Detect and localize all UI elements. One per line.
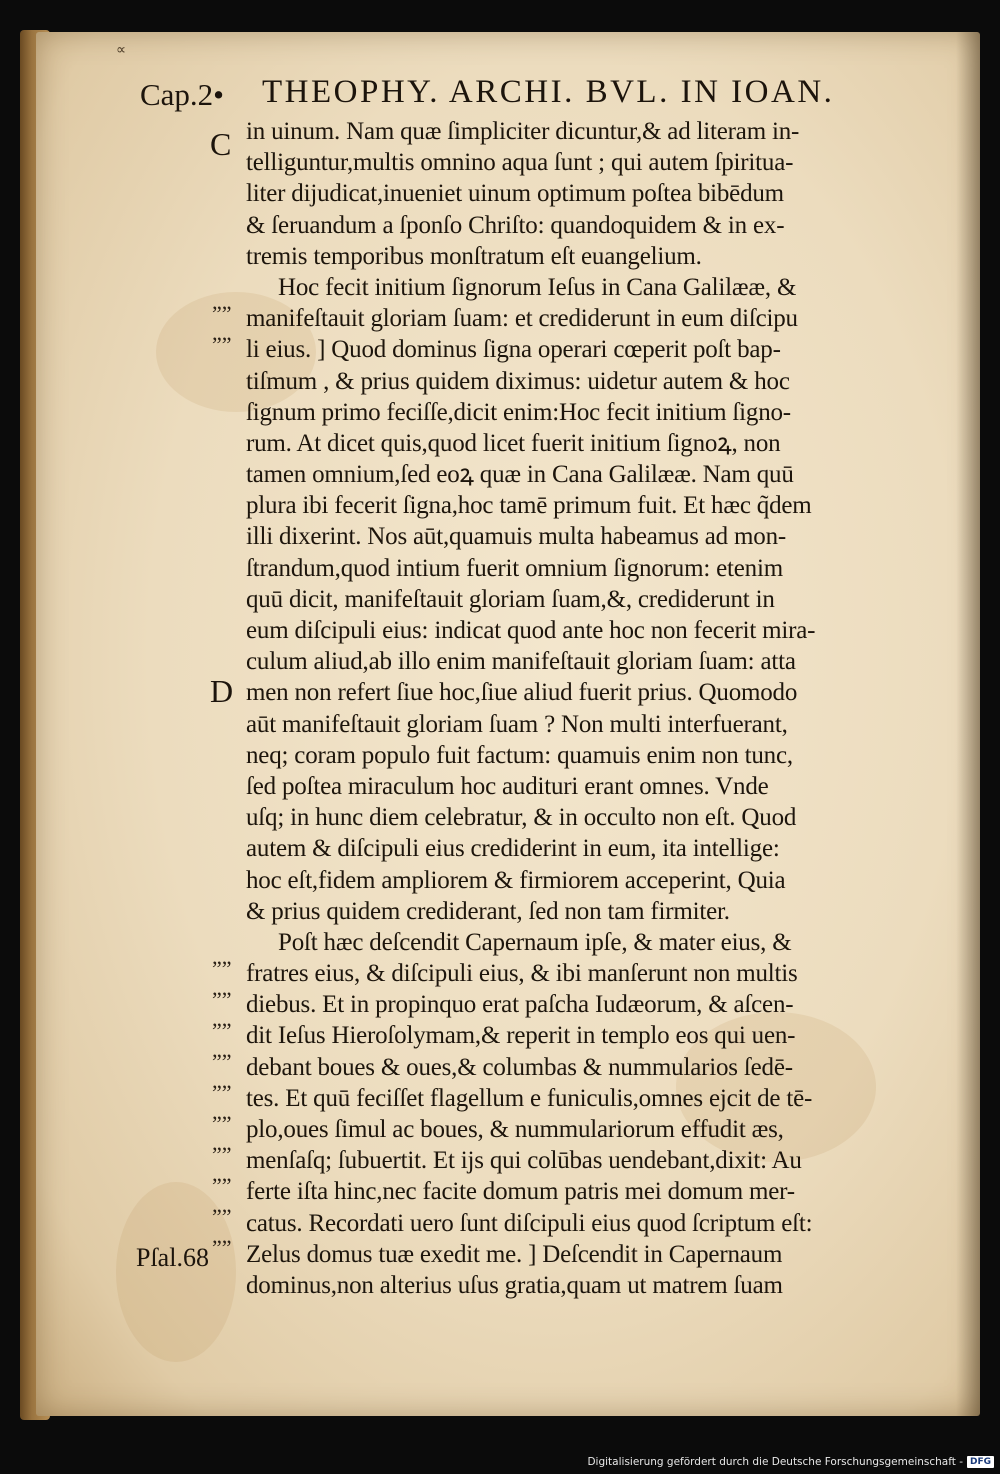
quote-mark: „„ bbox=[212, 1006, 232, 1031]
quote-mark: „„ bbox=[212, 289, 232, 314]
running-title: THEOPHY. ARCHI. BVL. IN IOAN. bbox=[262, 74, 835, 110]
corner-mark: ∝ bbox=[116, 42, 127, 58]
text-line: men non refert ſiue hoc,ſiue aliud fuerit prius. Quomodo bbox=[246, 679, 798, 707]
marginal-reference: Pſal.68 bbox=[136, 1243, 209, 1272]
text-line: plura ibi fecerit ſigna,hoc tamē primum fuit. Et hæc q̃dem bbox=[246, 492, 812, 520]
text-line: menſaſq; ſubuertit. Et ijs qui colūbas uendebant,dixit: Au bbox=[246, 1147, 802, 1175]
footer-text: Digitalisierung gefördert durch die Deutsche Forschungsgemeinschaft - bbox=[587, 1456, 963, 1468]
body-text bbox=[246, 116, 936, 1301]
text-line: ſignum primo feciſſe,dicit enim:Hoc fecit initium ſigno- bbox=[246, 398, 791, 426]
text-line: autem & diſcipuli eius crediderint in eum, ita intellige: bbox=[246, 835, 780, 863]
text-line: neq; coram populo fuit factum: quamuis enim non tunc, bbox=[246, 741, 793, 769]
text-line: Poſt hæc deſcendit Capernaum ipſe, & mater eius, & bbox=[278, 928, 792, 956]
text-line: ſed poſtea miraculum hoc audituri erant omnes. Vnde bbox=[246, 772, 769, 800]
text-line: diebus. Et in propinquo erat paſcha Iudæorum, & aſcen- bbox=[246, 991, 794, 1019]
text-line: in uinum. Nam quæ ſimpliciter dicuntur,& ad literam in- bbox=[246, 118, 800, 145]
text-line: tiſmum , & prius quidem diximus: uidetur autem & hoc bbox=[246, 367, 790, 395]
text-line: liter dijudicat,inueniet uinum optimum poſtea bibēdum bbox=[246, 180, 784, 208]
text-line: rum. At dicet quis,quod licet fuerit initium ſignoꝝ, non bbox=[246, 429, 781, 457]
text-line: plo,oues ſimul ac boues, & nummulariorum effudit æs, bbox=[246, 1116, 784, 1143]
text-line: li eius. ] Quod dominus ſigna operari cœperit poſt bap- bbox=[246, 336, 781, 364]
quote-mark: „„ bbox=[212, 1192, 232, 1217]
text-line: tes. Et quū feciſſet flagellum e funiculis,omnes ejcit de tē- bbox=[246, 1084, 813, 1112]
text-line: Zelus domus tuæ exedit me. ] Deſcendit in Capernaum bbox=[246, 1240, 783, 1268]
text-line: eum diſcipuli eius: indicat quod ante hoc non fecerit mira- bbox=[246, 617, 816, 644]
text-line: tremis temporibus monſtratum eſt euangelium. bbox=[246, 242, 702, 270]
funding-footer bbox=[587, 1456, 994, 1468]
quote-mark: „„ bbox=[212, 1068, 232, 1093]
text-line: dit Ieſus Hieroſolymam,& reperit in templo eos qui uen- bbox=[246, 1022, 796, 1050]
text-line: fratres eius, & diſcipuli eius, & ibi manſerunt non multis bbox=[246, 960, 798, 988]
margin-letter-d: D bbox=[210, 673, 234, 709]
text-line: & ſeruandum a ſponſo Chriſto: quandoquidem & in ex- bbox=[246, 211, 785, 239]
quote-mark: „„ bbox=[212, 1099, 232, 1124]
dfg-logo: DFG bbox=[967, 1456, 994, 1468]
text-line: aūt manifeſtauit gloriam ſuam ? Non multi interfuerant, bbox=[246, 710, 788, 738]
text-line: illi dixerint. Nos aūt,quamuis multa habeamus ad mon- bbox=[246, 523, 786, 551]
text-line: debant boues & oues,& columbas & nummularios ſedē- bbox=[246, 1053, 793, 1081]
quote-mark: „„ bbox=[212, 944, 232, 969]
text-line: ſtrandum,quod intium fuerit omnium ſignorum: etenim bbox=[246, 554, 783, 582]
spine-shadow bbox=[956, 32, 980, 1416]
text-line: telliguntur,multis omnino aqua ſunt ; qui autem ſpiritua- bbox=[246, 149, 794, 177]
text-line: uſq; in hunc diem celebratur, & in occulto non eſt. Quod bbox=[246, 804, 797, 832]
text-line: dominus,non alterius uſus gratia,quam ut matrem ſuam bbox=[246, 1271, 783, 1299]
quote-mark: „„ bbox=[212, 320, 232, 345]
text-line: tamen omnium,ſed eoꝝ quæ in Cana Galilææ. Nam quū bbox=[246, 461, 794, 489]
text-line: & prius quidem crediderant, ſed non tam firmiter. bbox=[246, 897, 730, 925]
quote-mark: „„ bbox=[212, 1130, 232, 1155]
quote-mark: „„ bbox=[212, 975, 232, 1000]
text-line: manifeſtauit gloriam ſuam: et crediderunt in eum diſcipu bbox=[246, 305, 798, 333]
text-line: culum aliud,ab illo enim manifeſtauit gloriam ſuam: atta bbox=[246, 648, 796, 676]
text-line: ferte iſta hinc,nec facite domum patris mei domum mer- bbox=[246, 1178, 795, 1206]
text-line: catus. Recordati uero ſunt diſcipuli eius quod ſcriptum eſt: bbox=[246, 1209, 813, 1237]
margin-letter-c: C bbox=[210, 126, 232, 162]
text-line: hoc eſt,fidem ampliorem & firmiorem acceperint, Quia bbox=[246, 866, 786, 894]
quote-mark: „„ bbox=[212, 1223, 232, 1248]
quote-mark: „„ bbox=[212, 1037, 232, 1062]
chapter-label: Cap.2• bbox=[140, 77, 225, 112]
text-line: quū dicit, manifeſtauit gloriam ſuam,&, crediderunt in bbox=[246, 585, 775, 613]
quote-mark: „„ bbox=[212, 1161, 232, 1186]
text-line: Hoc fecit initium ſignorum Ieſus in Cana Galilææ, & bbox=[278, 273, 797, 301]
